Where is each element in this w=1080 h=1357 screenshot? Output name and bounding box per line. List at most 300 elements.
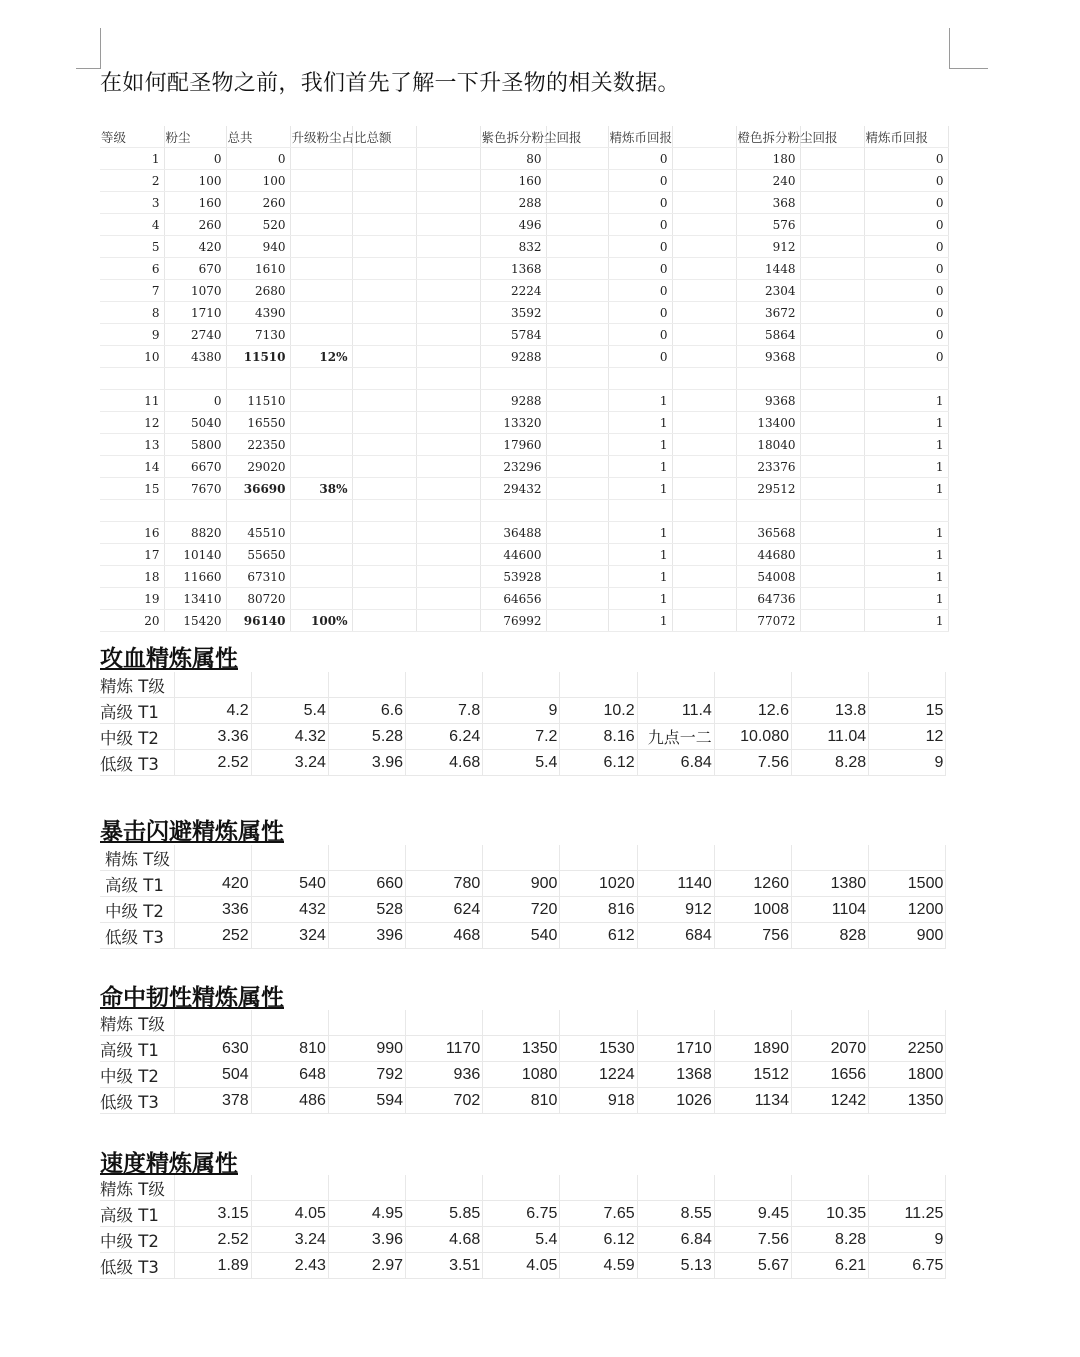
cell-dust: 1070 [164,280,226,302]
cell-dust-ratio [290,588,352,610]
cell-dust-ratio [290,236,352,258]
cell-purple-dust-return: 1368 [480,258,546,280]
cell-empty [546,500,608,522]
cell-purple-coin-return: 0 [608,148,672,170]
cell-empty [416,478,480,500]
refine-value-cell: 3.36 [174,724,251,750]
cell-empty [672,170,736,192]
cell-level: 17 [100,544,164,566]
cell-empty [546,478,608,500]
cell-purple-dust-return: 80 [480,148,546,170]
cell-dust-ratio [290,170,352,192]
refine-value-cell: 9 [869,750,946,776]
refine-value-cell: 1350 [869,1088,946,1114]
refine-value-cell: 468 [406,923,483,949]
cell-empty [406,845,483,871]
cell-purple-dust-return [480,500,546,522]
cell-purple-dust-return: 64656 [480,588,546,610]
cell-dust-ratio [290,258,352,280]
cell-purple-dust-return: 496 [480,214,546,236]
refine-value-cell: 6.75 [869,1253,946,1279]
cell-dust: 15420 [164,610,226,632]
refine-value-cell: 8.55 [637,1201,714,1227]
refine-value-cell: 810 [483,1088,560,1114]
cell-empty [416,390,480,412]
cell-empty [546,566,608,588]
cell-empty [672,522,736,544]
cell-empty [174,1010,251,1036]
refine-value-cell: 九点一二 [637,724,714,750]
refine-value-cell: 324 [251,923,328,949]
cell-empty [546,192,608,214]
table-row [100,1201,946,1227]
cell-purple-dust-return: 9288 [480,390,546,412]
refine-value-cell: 780 [406,871,483,897]
header-orange-coin-return: 精炼币回报 [864,126,948,148]
cell-empty [352,258,416,280]
page-corner-mark-left [76,28,101,69]
tier-label: 高级 T1 [100,1201,174,1227]
cell-empty [672,412,736,434]
refine-table-hit-toughness [100,1010,946,1114]
refine-value-cell: 8.28 [792,1227,869,1253]
refine-value-cell: 624 [406,897,483,923]
cell-empty [800,170,864,192]
cell-dust: 8820 [164,522,226,544]
refine-value-cell: 918 [560,1088,637,1114]
cell-orange-dust-return: 180 [736,148,800,170]
refine-value-cell: 702 [406,1088,483,1114]
refine-value-cell: 4.68 [406,750,483,776]
refine-value-cell: 11.04 [792,724,869,750]
refine-value-cell: 10.080 [714,724,791,750]
cell-empty [672,324,736,346]
cell-empty [546,214,608,236]
cell-orange-dust-return: 576 [736,214,800,236]
refine-value-cell: 900 [483,871,560,897]
section-title-hit-toughness: 命中韧性精炼属性 [100,985,284,1011]
cell-empty [800,522,864,544]
cell-orange-dust-return: 9368 [736,390,800,412]
cell-purple-coin-return: 1 [608,522,672,544]
refine-value-cell: 1890 [714,1036,791,1062]
cell-empty [352,412,416,434]
cell-dust-ratio [290,214,352,236]
cell-empty [869,1010,946,1036]
cell-orange-coin-return: 1 [864,522,948,544]
refine-value-cell: 6.75 [483,1201,560,1227]
cell-empty [800,500,864,522]
cell-empty [800,588,864,610]
refine-value-cell: 336 [174,897,251,923]
cell-empty [416,192,480,214]
cell-empty [792,1010,869,1036]
cell-empty [546,170,608,192]
cell-orange-dust-return: 1448 [736,258,800,280]
table-row [100,750,946,776]
cell-purple-dust-return: 288 [480,192,546,214]
cell-empty [416,368,480,390]
refine-value-cell: 4.05 [483,1253,560,1279]
cell-dust-ratio [290,390,352,412]
cell-empty [352,214,416,236]
cell-empty [672,434,736,456]
cell-dust-ratio [290,456,352,478]
header-dust: 粉尘 [164,126,226,148]
table-row [100,214,948,236]
cell-level: 4 [100,214,164,236]
cell-purple-coin-return: 1 [608,544,672,566]
cell-dust: 670 [164,258,226,280]
table-row [100,1036,946,1062]
cell-empty [869,672,946,698]
upgrade-table-body [100,148,948,632]
table-row [100,871,946,897]
cell-empty [800,192,864,214]
cell-empty [416,412,480,434]
cell-purple-coin-return: 0 [608,258,672,280]
cell-empty [800,456,864,478]
cell-orange-dust-return: 44680 [736,544,800,566]
cell-empty [416,170,480,192]
refine-value-cell: 816 [560,897,637,923]
cell-level: 16 [100,522,164,544]
cell-empty [637,1175,714,1201]
cell-orange-dust-return [736,500,800,522]
section-title-attack-hp: 攻血精炼属性 [100,646,238,672]
cell-dust-ratio [290,412,352,434]
cell-empty [352,390,416,412]
cell-empty [546,390,608,412]
cell-purple-dust-return: 44600 [480,544,546,566]
cell-purple-coin-return: 1 [608,610,672,632]
table-row [100,302,948,324]
cell-empty [800,566,864,588]
table-row [100,368,948,390]
cell-orange-coin-return: 1 [864,544,948,566]
refine-value-cell: 1080 [483,1062,560,1088]
cell-orange-coin-return: 0 [864,258,948,280]
cell-orange-dust-return: 3672 [736,302,800,324]
table-row [100,1253,946,1279]
cell-total: 55650 [226,544,290,566]
table-row [100,456,948,478]
cell-total [226,500,290,522]
refine-value-cell: 420 [174,871,251,897]
refine-header-row [100,845,946,871]
table-row [100,280,948,302]
cell-empty [672,192,736,214]
table-row [100,324,948,346]
refine-value-cell: 612 [560,923,637,949]
cell-empty [352,170,416,192]
table-row [100,170,948,192]
refine-value-cell: 756 [714,923,791,949]
tier-label: 低级 T3 [100,923,174,949]
cell-dust-ratio [290,522,352,544]
cell-empty [416,434,480,456]
refine-table-attack-hp [100,672,946,776]
refine-value-cell: 1008 [714,897,791,923]
cell-empty [416,324,480,346]
refine-value-cell: 1260 [714,871,791,897]
table-row [100,566,948,588]
cell-empty [637,845,714,871]
cell-dust: 1710 [164,302,226,324]
refine-value-cell: 540 [483,923,560,949]
cell-empty [546,148,608,170]
cell-empty [352,236,416,258]
cell-orange-coin-return: 0 [864,280,948,302]
cell-empty [800,368,864,390]
upgrade-header-row [100,126,948,148]
cell-dust-ratio [290,368,352,390]
refine-value-cell: 3.24 [251,1227,328,1253]
cell-orange-coin-return: 0 [864,324,948,346]
cell-empty [672,566,736,588]
cell-empty [174,1175,251,1201]
tier-label: 中级 T2 [100,897,174,923]
refine-value-cell: 5.67 [714,1253,791,1279]
header-purple-coin-return: 精炼币回报 [608,126,672,148]
refine-value-cell: 4.2 [174,698,251,724]
cell-orange-coin-return: 0 [864,192,948,214]
cell-empty [869,845,946,871]
cell-dust-ratio: 12% [290,346,352,368]
cell-purple-dust-return: 76992 [480,610,546,632]
cell-total: 4390 [226,302,290,324]
cell-purple-coin-return: 1 [608,390,672,412]
refine-value-cell: 528 [328,897,405,923]
section-title-crit-dodge: 暴击闪避精炼属性 [100,819,284,845]
cell-level: 9 [100,324,164,346]
refine-value-cell: 10.35 [792,1201,869,1227]
cell-purple-coin-return [608,368,672,390]
cell-empty [251,845,328,871]
cell-empty [416,500,480,522]
cell-level: 15 [100,478,164,500]
refine-value-cell: 6.21 [792,1253,869,1279]
cell-empty [352,434,416,456]
table-row [100,1088,946,1114]
cell-orange-coin-return: 0 [864,148,948,170]
cell-empty [352,324,416,346]
cell-empty [800,390,864,412]
cell-empty [352,148,416,170]
cell-total: 67310 [226,566,290,588]
cell-total: 520 [226,214,290,236]
cell-purple-dust-return [480,368,546,390]
table-row [100,346,948,368]
cell-empty [800,412,864,434]
cell-empty [352,478,416,500]
cell-empty [672,588,736,610]
refine-value-cell: 6.84 [637,750,714,776]
cell-empty [546,610,608,632]
cell-purple-coin-return: 1 [608,434,672,456]
cell-purple-dust-return: 13320 [480,412,546,434]
cell-empty [672,236,736,258]
cell-empty [800,610,864,632]
refine-value-cell: 1656 [792,1062,869,1088]
cell-level: 1 [100,148,164,170]
cell-orange-dust-return: 5864 [736,324,800,346]
cell-level: 20 [100,610,164,632]
cell-dust-ratio [290,280,352,302]
refine-value-cell: 3.96 [328,1227,405,1253]
cell-empty [406,1175,483,1201]
cell-empty [869,1175,946,1201]
cell-empty [560,672,637,698]
cell-orange-dust-return: 9368 [736,346,800,368]
cell-orange-coin-return [864,500,948,522]
table-row [100,258,948,280]
refine-value-cell: 684 [637,923,714,949]
refine-value-cell: 3.15 [174,1201,251,1227]
cell-purple-dust-return: 3592 [480,302,546,324]
refine-tier-header: 精炼 T级 [100,1175,174,1201]
refine-value-cell: 2.97 [328,1253,405,1279]
header-purple-dust-return: 紫色拆分粉尘回报 [480,126,546,148]
refine-value-cell: 792 [328,1062,405,1088]
refine-value-cell: 1350 [483,1036,560,1062]
cell-total: 940 [226,236,290,258]
cell-purple-dust-return: 5784 [480,324,546,346]
refine-value-cell: 1134 [714,1088,791,1114]
refine-value-cell: 648 [251,1062,328,1088]
cell-empty [800,302,864,324]
table-row [100,148,948,170]
refine-value-cell: 810 [251,1036,328,1062]
cell-level: 5 [100,236,164,258]
cell-orange-dust-return: 64736 [736,588,800,610]
refine-value-cell: 6.6 [328,698,405,724]
cell-orange-coin-return: 0 [864,302,948,324]
cell-level [100,500,164,522]
refine-value-cell: 7.2 [483,724,560,750]
cell-dust [164,368,226,390]
cell-total: 36690 [226,478,290,500]
cell-empty [800,280,864,302]
cell-level: 19 [100,588,164,610]
cell-dust-ratio: 100% [290,610,352,632]
cell-level: 12 [100,412,164,434]
cell-empty [672,214,736,236]
cell-empty [800,434,864,456]
cell-empty [546,588,608,610]
cell-dust-ratio [290,566,352,588]
cell-empty [714,672,791,698]
cell-total: 100 [226,170,290,192]
refine-value-cell: 2250 [869,1036,946,1062]
refine-value-cell: 7.56 [714,1227,791,1253]
refine-value-cell: 8.16 [560,724,637,750]
cell-empty [406,1010,483,1036]
cell-empty [416,346,480,368]
cell-total: 0 [226,148,290,170]
table-row [100,192,948,214]
cell-empty [800,214,864,236]
cell-orange-dust-return: 29512 [736,478,800,500]
cell-empty [416,236,480,258]
cell-purple-coin-return: 0 [608,302,672,324]
cell-level: 6 [100,258,164,280]
tier-label: 中级 T2 [100,1062,174,1088]
cell-empty [416,302,480,324]
table-row [100,698,946,724]
refine-tier-header: 精炼 T级 [100,845,174,871]
cell-dust: 420 [164,236,226,258]
cell-empty [800,258,864,280]
cell-total: 2680 [226,280,290,302]
cell-dust-ratio: 38% [290,478,352,500]
cell-empty [672,610,736,632]
cell-orange-coin-return: 1 [864,566,948,588]
refine-value-cell: 7.8 [406,698,483,724]
cell-level: 10 [100,346,164,368]
refine-value-cell: 432 [251,897,328,923]
cell-empty [546,456,608,478]
header-empty [672,126,736,148]
cell-total: 1610 [226,258,290,280]
refine-value-cell: 594 [328,1088,405,1114]
cell-empty [251,672,328,698]
refine-value-cell: 4.68 [406,1227,483,1253]
cell-orange-coin-return: 1 [864,390,948,412]
cell-orange-dust-return: 13400 [736,412,800,434]
refine-value-cell: 900 [869,923,946,949]
refine-value-cell: 1242 [792,1088,869,1114]
cell-purple-coin-return: 0 [608,236,672,258]
cell-empty [546,434,608,456]
cell-purple-coin-return: 1 [608,566,672,588]
cell-empty [800,478,864,500]
cell-dust: 6670 [164,456,226,478]
cell-dust: 10140 [164,544,226,566]
refine-value-cell: 1710 [637,1036,714,1062]
refine-header-row [100,1010,946,1036]
refine-value-cell: 1368 [637,1062,714,1088]
cell-empty [792,672,869,698]
cell-empty [714,1175,791,1201]
cell-empty [546,302,608,324]
refine-value-cell: 912 [637,897,714,923]
refine-value-cell: 15 [869,698,946,724]
refine-value-cell: 6.12 [560,750,637,776]
refine-header-row [100,1175,946,1201]
cell-empty [672,368,736,390]
refine-value-cell: 6.84 [637,1227,714,1253]
refine-value-cell: 5.13 [637,1253,714,1279]
refine-value-cell: 4.32 [251,724,328,750]
cell-empty [352,368,416,390]
cell-empty [546,346,608,368]
cell-orange-dust-return: 368 [736,192,800,214]
cell-level: 14 [100,456,164,478]
cell-empty [483,672,560,698]
section-title-speed: 速度精炼属性 [100,1151,238,1177]
refine-value-cell: 3.24 [251,750,328,776]
cell-empty [672,544,736,566]
cell-orange-dust-return: 18040 [736,434,800,456]
cell-empty [672,280,736,302]
refine-header-row [100,672,946,698]
cell-empty [352,588,416,610]
cell-empty [352,544,416,566]
refine-value-cell: 1800 [869,1062,946,1088]
refine-value-cell: 7.65 [560,1201,637,1227]
refine-value-cell: 5.4 [251,698,328,724]
